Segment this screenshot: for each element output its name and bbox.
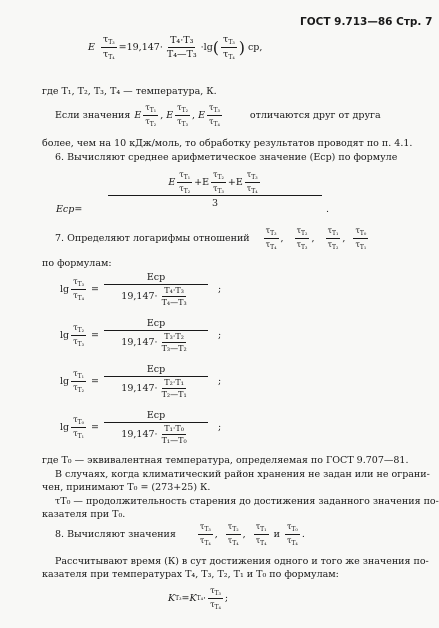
formula-ecp: E $\frac{\tau_{T_1}}{\tau_{T_2}}$ +E $\frac{\tau_{T_2}}{\tau_{T_3}}$ +E $\frac{\tau_{T_3}}{\tau_{T_4}}$ 3 — [108, 170, 322, 209]
page-number: Стр. 7 — [396, 16, 433, 28]
text-cases-2: чен, принимают T₀ = (273+25) К. — [42, 482, 211, 493]
item-8: 8. Вычисляют значения $\frac{\tau_{T_3}}{\tau_{T_4}}$ , $\frac{\tau_{T_2}}{\tau_{T_4}}$ , $\frac{\tau_{T_1}}{\tau_{T_4}}$ и $\frac{\tau_{T_0}}{\tau_{T_4}}$ . — [55, 522, 305, 547]
text-calc-time-2: казателя при температурах T₄, T₃, T₂, T₁ и T₀ по формулам: — [42, 569, 339, 580]
lg-formula-3: lg $\frac{\tau_{T_1}}{\tau_{T_2}}$ = Eср 19,147· $\frac{\text{T₂·T₁}}{\text{T₂—T₁}}$ ; — [60, 364, 222, 399]
log-argument: $\frac{\tau_{T_3}}{\tau_{T_4}}$ — [223, 34, 235, 61]
page-header — [300, 16, 432, 28]
gost-number: ГОСТ 9.713—86 — [300, 16, 393, 28]
text-where-temps: где T₁, T₂, T₃, T₄ — температура, К. — [42, 86, 217, 97]
document-page: ГОСТ 9.713—86 Стр. 7 E $\frac{\tau_{T_3}}{\tau_{T_4}}$ =19,147· $\frac{\text{T₄·T₃}}{\text{T₄—T₃}}$ ·lg ( $\frac{\tau_{T_3}}{\tau_{T_4}}$ ) ср, где T₁, T₂, T₃, T₄ — температура, К. Если значения E $\frac{\tau_{T_1}}{\tau_{T_2}}$ , E $\frac{\tau_{T_2}}{\tau_{T_3}}$ , E $\frac{\tau_{T_3}}{\tau_{T_4}}$ отличаются друг от друга более, чем на 10 кДж/моль, то обработку результатов проводят по п. 4.1. 6. Вычисляют среднее арифметическое значение (Eср) по формуле E $\frac{\tau_{T_1}}{\tau_{T_2}}$ +E $\frac{\tau_{T_2}}{\tau_{T_3}}$ +E $\frac{\tau_{T_3}}{\tau_{T_4}}$ 3 Eср= . 7. Определяют логарифмы отношений $\frac{\tau_{T_3}}{\tau_{T_4}}$ , $\frac{\tau_{T_2}}{\tau_{T_3}}$ , $\frac{\tau_{T_1}}{\tau_{T_2}}$ , $\frac{\tau_{T_0}}{\tau_{T_1}}$ по формулам: lg $\frac{\tau_{T_3}}{\tau_{T_4}}$ = Eср 19,147· $\frac{\text{T₄·T₃}}{\text{T₄—T₃}}$ ; lg $\frac{\tau_{T_2}}{\tau_{T_3}}$ = Eср 19,147· $\frac{\text{T₃·T₂}}{\text{T₃—T₂}}$ ; lg $\frac{\tau_{T_1}}{\tau_{T_2}}$ = Eср 19,147· $\frac{\text{T₂·T₁}}{\text{T₂—T₁}}$ ; lg $\frac{\tau_{T_0}}{\tau_{T_1}}$ = Eср 19,147· $\frac{\text{T₁·T₀}}{\text{T₁—T₀}}$ ; где T₀ — эквивалентная температура, определяемая по ГОСТ 9.707—81. В случаях, когда климатический район хранения не задан или не ограни- чен, принимают T₀ = (273+25) К. τT₀ — продолжительность старения до достижения заданного значения по- казателя при T₀. 8. Вычисляют значения $\frac{\tau_{T_3}}{\tau_{T_4}}$ , $\frac{\tau_{T_2}}{\tau_{T_4}}$ , $\frac{\tau_{T_1}}{\tau_{T_4}}$ и $\frac{\tau_{T_0}}{\tau_{T_4}}$ . Рассчитывают время (К) в сут достижения одного и того же значения по- казателя при температурах T₄, T₃, T₂, T₁ и T₀ по формулам: K T₃ = K T₄ · $\frac{\tau_{T_3}}{\tau_{T_4}}$ ; — [42, 16, 439, 611]
text-tau-t0: τT₀ — продолжительность старения до достижения заданного значения по- — [55, 496, 439, 507]
item-6: 6. Вычисляют среднее арифметическое значение (Eср) по формуле — [55, 152, 398, 163]
lg-label: ·lg — [200, 42, 213, 53]
text-where-t0: где T₀ — эквивалентная температура, определяемая по ГОСТ 9.707—81. — [42, 455, 409, 466]
item-7: 7. Определяют логарифмы отношений $\frac{\tau_{T_3}}{\tau_{T_4}}$ , $\frac{\tau_{T_2}}{\tau_{T_3}}$ , $\frac{\tau_{T_1}}{\tau_{T_2}}$ , $\frac{\tau_{T_0}}{\tau_{T_1}}$ — [55, 226, 367, 251]
text-cases: В случаях, когда климатический район хранения не задан или не ограни- — [55, 469, 430, 480]
lg-formula-2: lg $\frac{\tau_{T_2}}{\tau_{T_3}}$ = Eср 19,147· $\frac{\text{T₃·T₂}}{\text{T₃—T₂}}$ ; — [60, 318, 222, 353]
formula-e-t3-t4: E $\frac{\tau_{T_3}}{\tau_{T_4}}$ =19,147· $\frac{\text{T₄·T₃}}{\text{T₄—T₃}}$ ·lg ( $\frac{\tau_{T_3}}{\tau_{T_4}}$ ) ср, — [88, 34, 263, 61]
ecp-label: Eср= — [56, 204, 83, 215]
by-formulas: по формулам: — [42, 258, 112, 269]
formula-k: K T₃ = K T₄ · $\frac{\tau_{T_3}}{\tau_{T_4}}$ ; — [168, 586, 229, 611]
temp-fraction: $\frac{\text{T₄·T₃}}{\text{T₄—T₃}}$ — [166, 35, 197, 60]
lg-formula-4: lg $\frac{\tau_{T_0}}{\tau_{T_1}}$ = Eср 19,147· $\frac{\text{T₁·T₀}}{\text{T₁—T₀}}$ ; — [60, 410, 222, 445]
e-symbol: E — [88, 42, 95, 53]
lg-formula-1: lg $\frac{\tau_{T_3}}{\tau_{T_4}}$ = Eср 19,147· $\frac{\text{T₄·T₃}}{\text{T₄—T₃}}$ ; — [60, 272, 222, 307]
ratio-tau-t3-t4: $\frac{\tau_{T_3}}{\tau_{T_4}}$ — [102, 34, 115, 61]
condition-line: Если значения E $\frac{\tau_{T_1}}{\tau_{T_2}}$ , E $\frac{\tau_{T_2}}{\tau_{T_3}}$ , E $\frac{\tau_{T_3}}{\tau_{T_4}}$ отличаются друг от друга — [55, 103, 381, 128]
text-tau-t0-2: казателя при T₀. — [42, 509, 126, 520]
avg-suffix: ср, — [247, 42, 263, 53]
text-calc-time: Рассчитывают время (К) в сут достижения одного и того же значения по- — [55, 556, 429, 567]
text-more-than: более, чем на 10 кДж/моль, то обработку результатов проводят по п. 4.1. — [42, 138, 413, 149]
coef: =19,147· — [118, 42, 163, 53]
